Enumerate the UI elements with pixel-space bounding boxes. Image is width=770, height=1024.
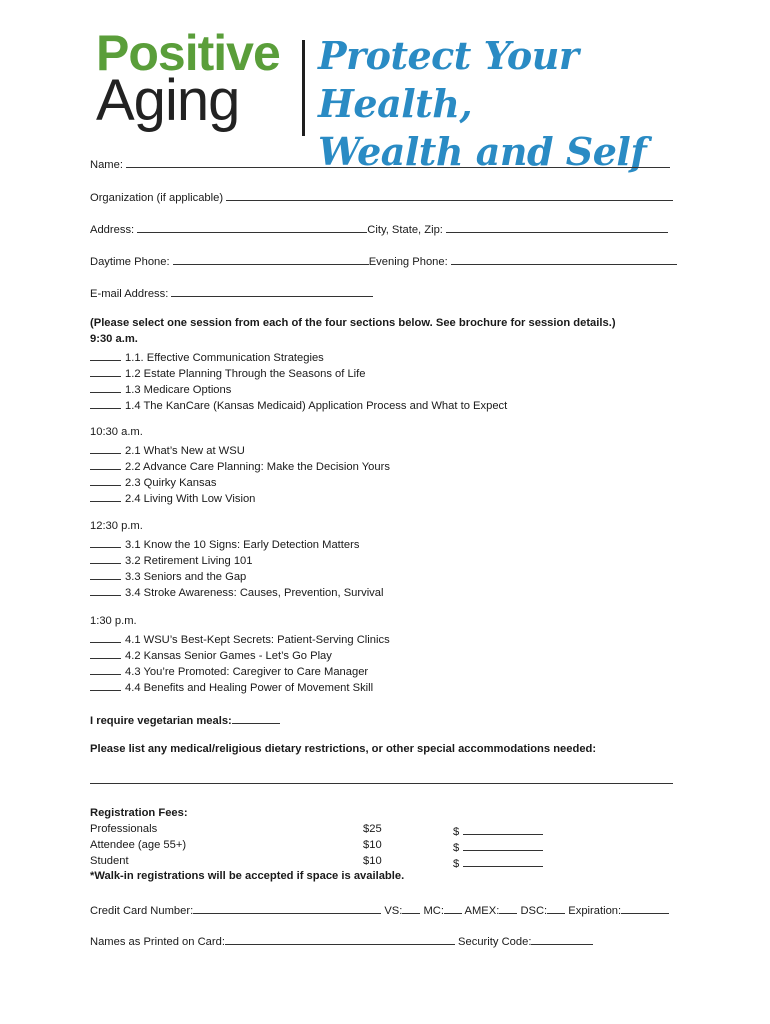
session-checkbox-blank[interactable]	[90, 663, 121, 675]
session-time: 1:30 p.m.	[90, 615, 137, 627]
security-code-label: Security Code:	[458, 936, 532, 948]
organization-label: Organization (if applicable)	[90, 192, 224, 204]
session-checkbox-blank[interactable]	[90, 584, 121, 596]
session-checkbox-blank[interactable]	[90, 568, 121, 580]
session-option-label: 1.4 The KanCare (Kansas Medicaid) Application Process and What to Expect	[125, 400, 508, 412]
session-checkbox-blank[interactable]	[90, 474, 121, 486]
address-row	[90, 221, 668, 236]
amex-label: AMEX:	[464, 905, 500, 917]
address-field[interactable]	[137, 221, 367, 233]
credit-card-field[interactable]	[193, 902, 381, 914]
fee-amount-field[interactable]	[463, 823, 543, 835]
session-option	[90, 568, 246, 583]
session-option	[90, 663, 368, 678]
dsc-field[interactable]	[547, 902, 565, 914]
fee-amount-row	[453, 855, 543, 870]
mc-label: MC:	[423, 905, 444, 917]
session-checkbox-blank[interactable]	[90, 552, 121, 564]
fee-label: Professionals	[90, 823, 158, 835]
vegetarian-row	[90, 712, 280, 727]
name-label: Name:	[90, 159, 123, 171]
tagline-line1: Protect Your Health,	[318, 33, 579, 126]
city-state-zip-label: City, State, Zip:	[367, 224, 443, 236]
session-option-label: 3.3 Seniors and the Gap	[125, 571, 247, 583]
session-option	[90, 365, 366, 380]
email-label: E-mail Address:	[90, 288, 169, 300]
walkin-note: *Walk-in registrations will be accepted if space is available.	[90, 870, 405, 882]
session-checkbox-blank[interactable]	[90, 679, 121, 691]
session-option-label: 2.4 Living With Low Vision	[125, 493, 256, 505]
session-checkbox-blank[interactable]	[90, 397, 121, 409]
session-option	[90, 458, 390, 473]
session-checkbox-blank[interactable]	[90, 631, 121, 643]
address-label: Address:	[90, 224, 135, 236]
session-option	[90, 679, 373, 694]
session-option-label: 4.2 Kansas Senior Games - Let’s Go Play	[125, 650, 332, 662]
fee-dollar-sign: $	[453, 858, 460, 870]
mc-field[interactable]	[444, 902, 462, 914]
name-row	[90, 156, 670, 171]
fee-price: $10	[363, 839, 382, 851]
tagline-line2: Wealth and Self	[318, 129, 647, 174]
fee-amount-field[interactable]	[463, 839, 543, 851]
amex-field[interactable]	[499, 902, 517, 914]
session-option	[90, 490, 255, 505]
session-option-label: 1.3 Medicare Options	[125, 384, 232, 396]
expiration-field[interactable]	[621, 902, 669, 914]
name-field[interactable]	[126, 156, 670, 168]
instructions: (Please select one session from each of the four sections below. See brochure for session details.)	[90, 317, 616, 329]
session-checkbox-blank[interactable]	[90, 536, 121, 548]
session-option-label: 4.4 Benefits and Healing Power of Movement Skill	[125, 682, 374, 694]
fees-heading: Registration Fees:	[90, 807, 188, 819]
session-option	[90, 536, 359, 551]
fee-label: Student	[90, 855, 129, 867]
fee-dollar-sign: $	[453, 826, 460, 838]
daytime-phone-field[interactable]	[173, 253, 369, 265]
session-option	[90, 442, 245, 457]
evening-phone-field[interactable]	[451, 253, 677, 265]
session-option	[90, 397, 507, 412]
expiration-label: Expiration:	[568, 905, 622, 917]
session-option-label: 1.1. Effective Communication Strategies	[125, 352, 324, 364]
fee-price: $10	[363, 855, 382, 867]
fee-amount-row	[453, 839, 543, 854]
organization-row	[90, 189, 673, 204]
fee-label: Attendee (age 55+)	[90, 839, 187, 851]
session-option	[90, 631, 390, 646]
logo-wordmark	[96, 26, 286, 136]
credit-card-label: Credit Card Number:	[90, 905, 194, 917]
fee-amount-row	[453, 823, 543, 838]
session-option-label: 2.2 Advance Care Planning: Make the Decision Yours	[125, 461, 390, 473]
names-printed-field[interactable]	[225, 933, 455, 945]
dietary-field[interactable]	[90, 772, 673, 784]
organization-field[interactable]	[226, 189, 673, 201]
session-option	[90, 647, 332, 662]
session-checkbox-blank[interactable]	[90, 365, 121, 377]
vs-label: VS:	[384, 905, 403, 917]
session-checkbox-blank[interactable]	[90, 490, 121, 502]
session-option-label: 4.1 WSU’s Best-Kept Secrets: Patient-Serving Clinics	[125, 634, 390, 646]
city-state-zip-field[interactable]	[446, 221, 668, 233]
session-checkbox-blank[interactable]	[90, 442, 121, 454]
session-time: 10:30 a.m.	[90, 426, 143, 438]
dietary-row	[90, 772, 673, 787]
logo-tagline	[318, 32, 690, 176]
session-checkbox-blank[interactable]	[90, 458, 121, 470]
vs-field[interactable]	[402, 902, 420, 914]
fee-price: $25	[363, 823, 382, 835]
session-option	[90, 381, 231, 396]
vegetarian-label: I require vegetarian meals:	[90, 715, 232, 727]
dietary-label: Please list any medical/religious dietary restrictions, or other special accommodations needed:	[90, 743, 597, 755]
session-option-label: 2.1 What’s New at WSU	[125, 445, 245, 457]
logo-positive: Positive	[96, 25, 280, 81]
session-checkbox-blank[interactable]	[90, 647, 121, 659]
fee-amount-field[interactable]	[463, 855, 543, 867]
session-option	[90, 349, 324, 364]
names-printed-row	[90, 933, 593, 948]
logo-aging: Aging	[96, 68, 240, 133]
session-option-label: 1.2 Estate Planning Through the Seasons of Life	[125, 368, 366, 380]
session-time: 12:30 p.m.	[90, 520, 143, 532]
email-row	[90, 285, 373, 300]
dsc-label: DSC:	[520, 905, 548, 917]
fee-dollar-sign: $	[453, 842, 460, 854]
session-option	[90, 552, 253, 567]
vegetarian-field[interactable]	[232, 712, 280, 724]
session-option-label: 2.3 Quirky Kansas	[125, 477, 217, 489]
session-option	[90, 584, 383, 599]
daytime-phone-label: Daytime Phone:	[90, 256, 170, 268]
logo-divider	[302, 40, 305, 136]
session-option-label: 4.3 You’re Promoted: Caregiver to Care Manager	[125, 666, 369, 678]
credit-card-row	[90, 902, 669, 917]
session-option-label: 3.2 Retirement Living 101	[125, 555, 253, 567]
names-printed-label: Names as Printed on Card:	[90, 936, 225, 948]
email-field[interactable]	[171, 285, 373, 297]
session-checkbox-blank[interactable]	[90, 349, 121, 361]
phone-row	[90, 253, 677, 268]
session-checkbox-blank[interactable]	[90, 381, 121, 393]
session-time: 9:30 a.m.	[90, 333, 138, 345]
session-option	[90, 474, 216, 489]
evening-phone-label: Evening Phone:	[368, 256, 448, 268]
security-code-field[interactable]	[531, 933, 593, 945]
session-option-label: 3.4 Stroke Awareness: Causes, Prevention, Survival	[125, 587, 384, 599]
session-option-label: 3.1 Know the 10 Signs: Early Detection Matters	[125, 539, 360, 551]
